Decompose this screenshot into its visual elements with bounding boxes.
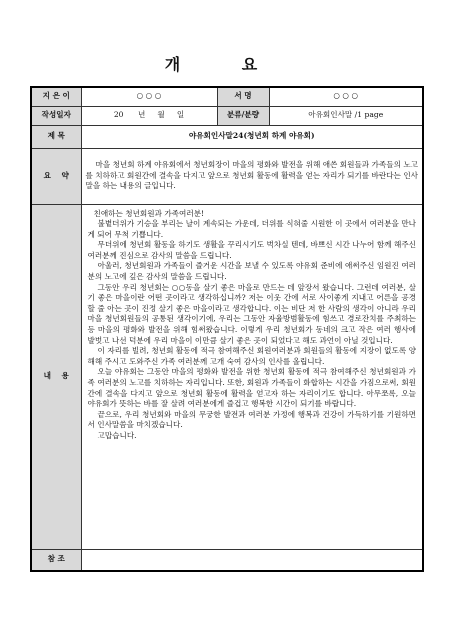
content-paragraph: 이 자리를 빌려, 청년회 활동에 적극 참여해주신 회원여러분과 회원들의 활동에 지장이 없도록 양해해 주시고 도와주신 가족 여러분께 고개 숙여 감사의 인사를 올립니다. [87, 346, 416, 366]
date-month-unit: 월 [157, 110, 165, 120]
reference-value [81, 549, 423, 571]
date-year: 20 [113, 110, 124, 120]
content-paragraph: 아울러, 청년회원과 가족들이 즐거운 시간을 보낼 수 있도록 야유회 준비에 애써주신 임원진 여러분의 노고에 깊은 감사의 말씀을 드립니다. [87, 261, 416, 282]
date-day-unit: 일 [176, 110, 185, 120]
content-paragraph: 오늘 야유회는 그동안 마을의 평화와 발전을 위한 청년회 활동에 적극 참여해주신 청년회원과 가족 여러분의 노고를 치하하는 자리입니다. 또한, 회원과 가족들이 화합하는 시간을 가짐으로써, 회원간에 결속을 다지고 앞으로 청년회 활동에 활력을 얻고자 하는 자리이기도 합니다. 아무쪼록, 오늘 야유회가 뜻하는 바를 잘 살려 여러분에게 즐겁고 행복한 시간이 되기를 바랍니다. [87, 367, 416, 409]
category-label: 분류/분량 [217, 106, 269, 125]
date-value [81, 106, 217, 125]
title-label: 제 목 [31, 125, 81, 148]
content-row [31, 204, 423, 549]
content-paragraph: 그동안 우리 청년회는 ○○동을 살기 좋은 마을로 만드는 데 앞장서 왔습니다. 그런데 여러분, 살기 좋은 마을이란 어떤 곳이라고 생각하십니까? 저는 이웃 간에 서로 사이좋게 지내고 어른을 공경할 줄 아는 곳이 진정 살기 좋은 마을이라고 생각합니다. 이는 비단 저 한 사람의 생각이 아니라 우리 마을 청년회원들의 공통된 생각이기에, 우리는 그동안 자율방범활동에 힘쓰고 경로잔치를 주최하는 등 마을의 평화와 발전을 위해 힘써왔습니다. 이렇게 우리 청년회가 동네의 크고 작은 여러 행사에 발벗고 나선 덕분에 우리 마을이 이만큼 살기 좋은 곳이 되었다고 해도 과언이 아닐 것입니다. [87, 282, 416, 345]
summary-text: 마을 청년회 하계 야유회에서 청년회장이 마을의 평화와 발전을 위해 애쓴 회원들과 가족들의 노고를 치하하고 회원간에 결속을 다지고 앞으로 청년회 활동에 활력을 얻는 자리가 되기를 바란다는 인사말을 하는 내용의 글입니다. [81, 148, 423, 204]
content-paragraph: 무더위에 청년회 활동을 하기도 생활을 꾸리시기도 벅차실 텐데, 바쁘신 시간 나누어 함께 해주신 여러분께 진심으로 감사의 말씀을 드립니다. [87, 240, 416, 260]
date-label: 작성일자 [31, 106, 81, 125]
page-title: 개 요 [164, 55, 286, 74]
content-label: 내 용 [31, 204, 81, 549]
content-paragraph: 끝으로, 우리 청년회와 마을의 무궁한 발전과 여러분 가정에 행복과 건강이 가득하기를 기원하면서 인사말씀을 마치겠습니다. [87, 409, 416, 430]
signature-value: ○ ○ ○ [269, 87, 423, 106]
summary-row [31, 148, 423, 204]
reference-row [31, 549, 423, 571]
date-year-unit: 년 [137, 110, 146, 120]
summary-label: 요 약 [31, 148, 81, 204]
content-paragraph: 고맙습니다. [97, 430, 137, 440]
signature-label: 서 명 [217, 87, 269, 106]
content-paragraph: 친애하는 청년회원과 가족여러분! [93, 208, 205, 218]
presenter-row [31, 87, 423, 106]
document-form [30, 86, 424, 572]
category-value: 아유회인사말 /1 page [269, 106, 423, 125]
presenter-label: 지 은 이 [31, 87, 81, 106]
content-paragraph: 불볕더위가 기승을 부리는 날이 계속되는 가운데, 더위를 식혀줄 시원한 이 곳에서 여러분을 만나게 되어 무척 기쁩니다. [87, 219, 416, 239]
presenter-value: ○ ○ ○ [81, 87, 217, 106]
reference-label: 참 조 [31, 549, 81, 571]
date-row [31, 106, 423, 125]
content-body [81, 204, 423, 549]
title-row [31, 125, 423, 148]
document-title: 야유회인사말24(청년회 하계 야유회) [81, 125, 423, 148]
